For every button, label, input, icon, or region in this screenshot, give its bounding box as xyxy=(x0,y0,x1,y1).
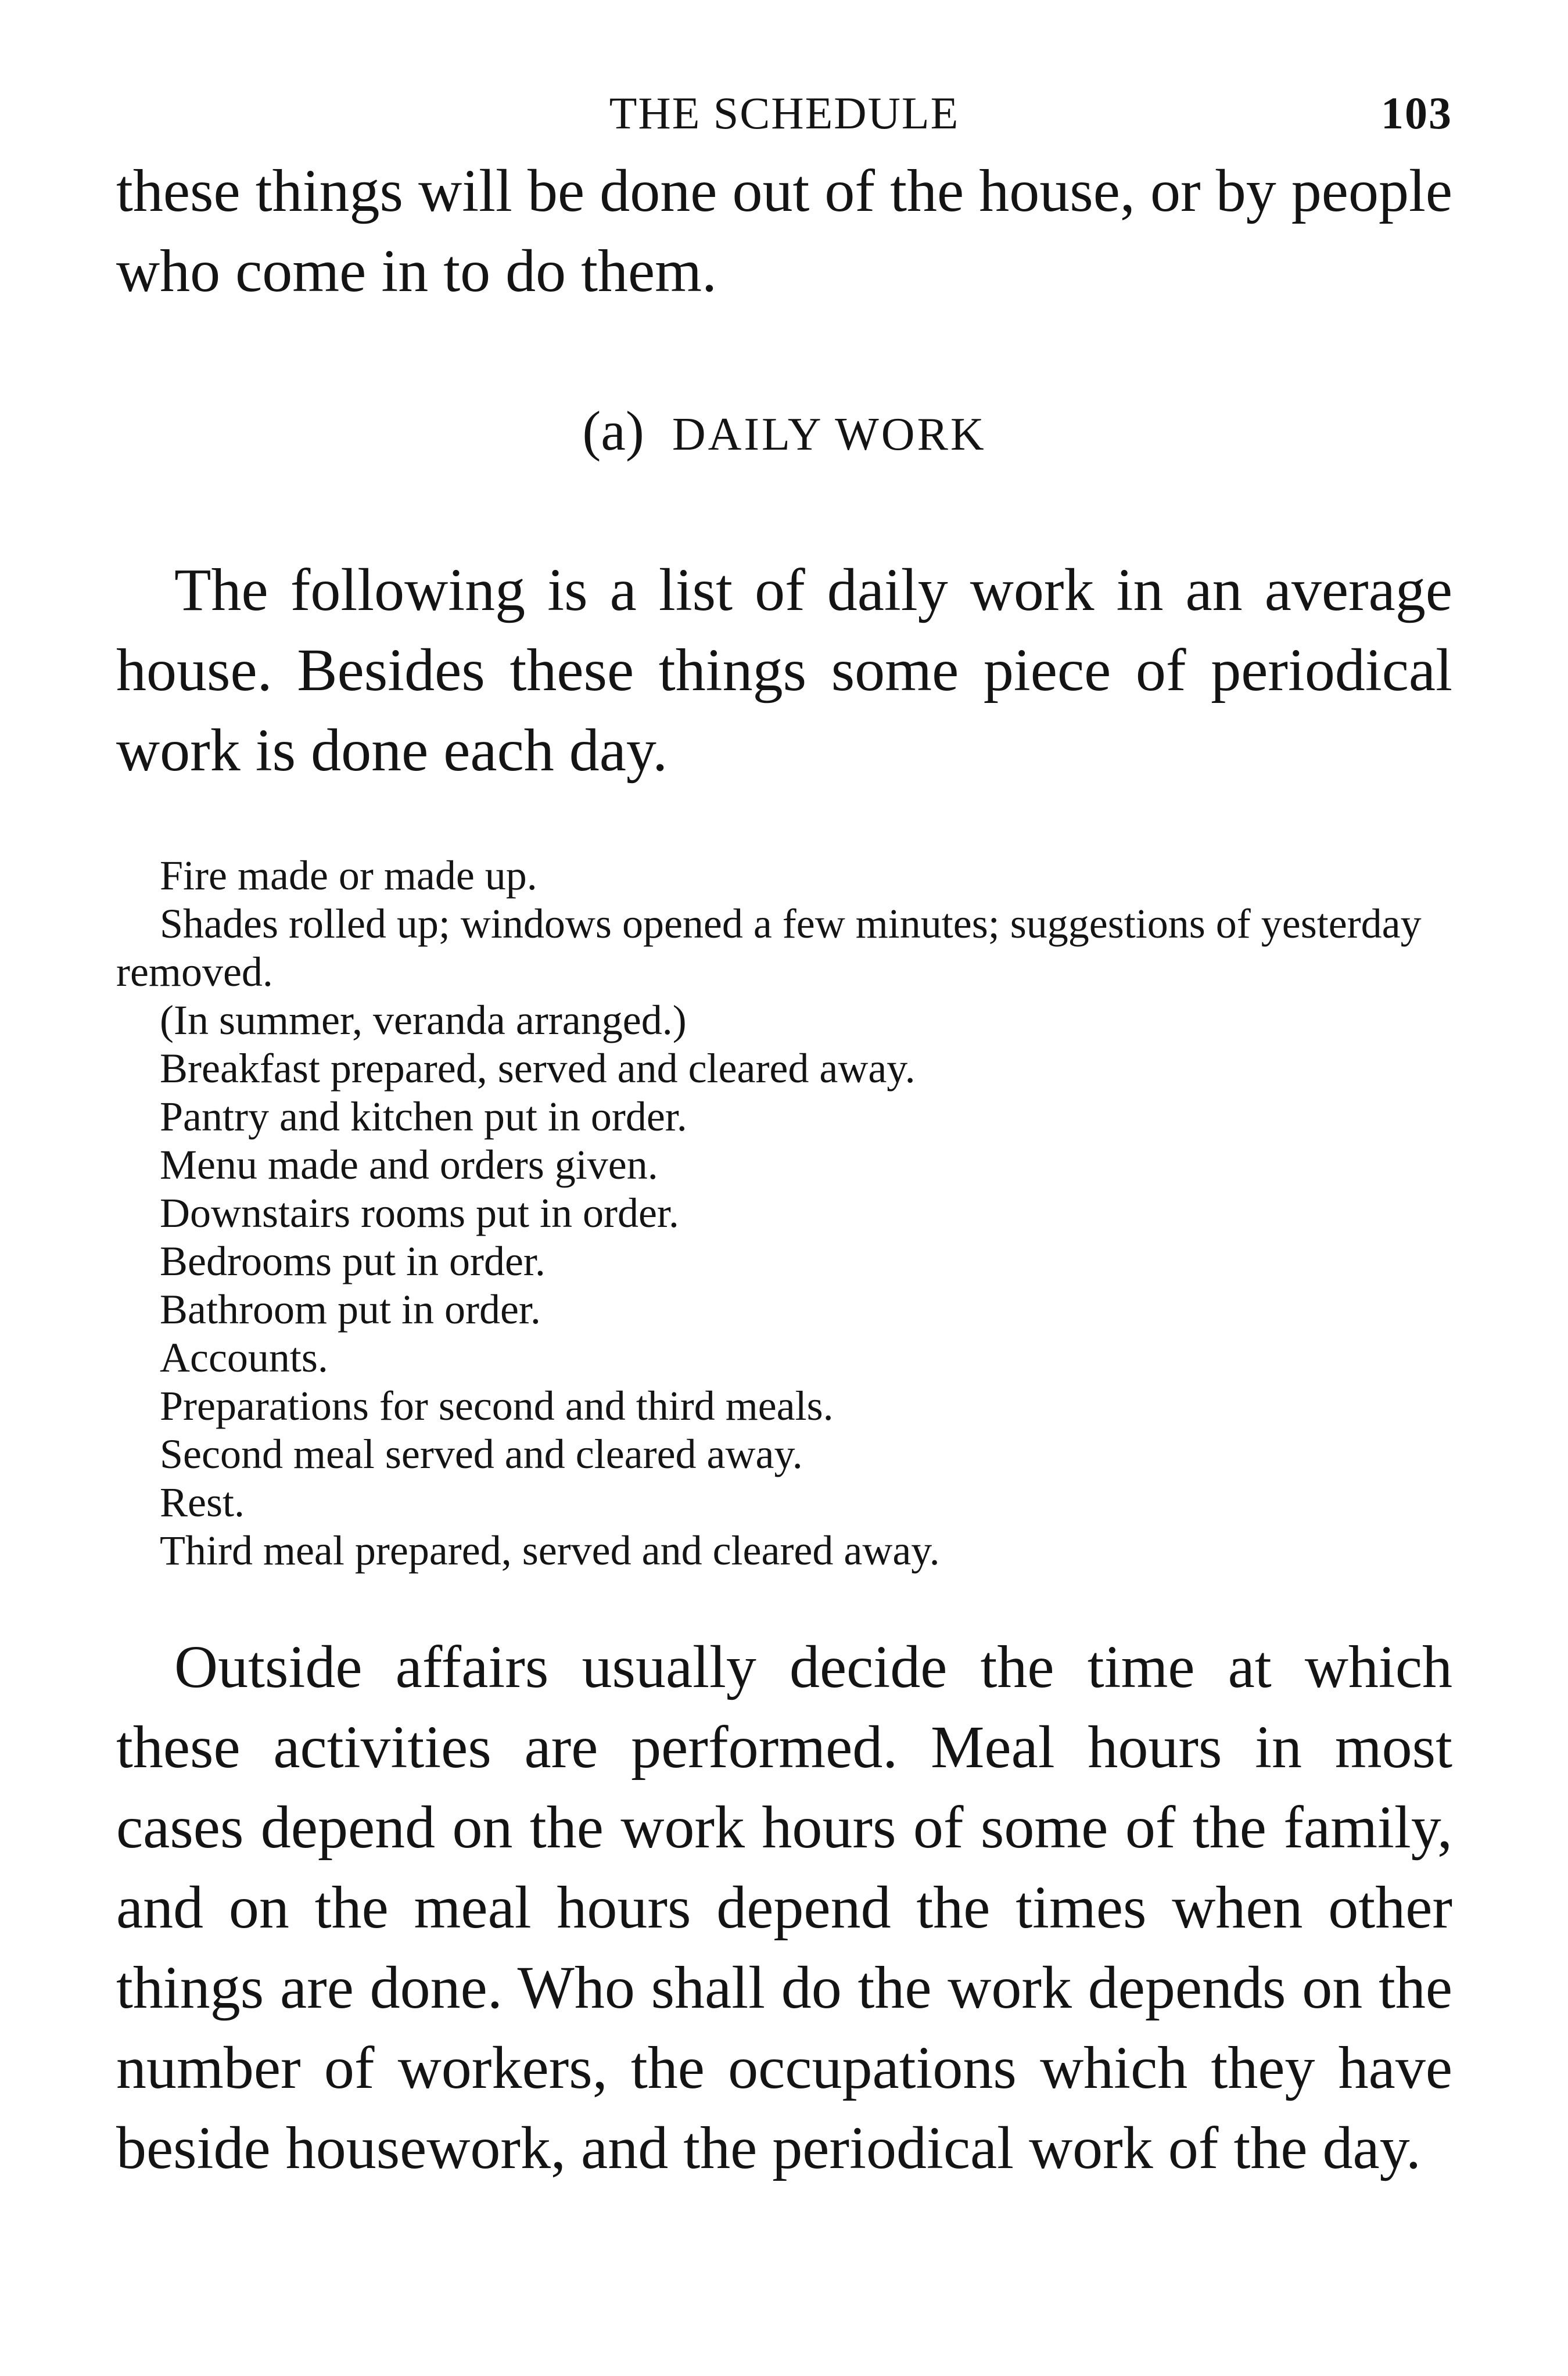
list-item: Accounts. xyxy=(160,1334,328,1381)
list-item: Second meal served and cleared away. xyxy=(160,1431,803,1477)
list-item: Preparations for second and third meals. xyxy=(160,1383,834,1429)
intro-paragraph: The following is a list of daily work in an average house. Besides these things some piece of periodical work is done each day. xyxy=(116,557,1452,784)
daily-work-list xyxy=(116,852,1452,1575)
list-item: Bedrooms put in order. xyxy=(160,1238,546,1284)
closing-paragraph: Outside affairs usually decide the time at which these activities are performed. Meal hours in most cases depend on the work hours of some of the family, and on the meal hours depend the times when other things are done. Who shall do the work depends on the number of workers, the occupations which they have beside housework, and the periodical work of the day. xyxy=(116,1634,1452,2181)
list-item: Pantry and kitchen put in order. xyxy=(160,1093,687,1140)
list-item: Rest. xyxy=(160,1479,245,1526)
list-item: Menu made and orders given. xyxy=(160,1142,658,1188)
list-item: Bathroom put in order. xyxy=(160,1286,541,1333)
book-page xyxy=(116,87,1452,2188)
running-head-title: THE SCHEDULE xyxy=(609,88,960,138)
list-item: Shades rolled up; windows opened a few minutes; suggestions of yesterday removed. xyxy=(116,900,1422,995)
section-title: DAILY WORK xyxy=(672,409,986,460)
list-item: Fire made or made up. xyxy=(160,852,537,899)
running-head xyxy=(116,87,1452,151)
list-item: Third meal prepared, served and cleared away. xyxy=(160,1527,940,1574)
page-number: 103 xyxy=(1381,88,1452,138)
section-heading xyxy=(116,399,1452,463)
list-item: Downstairs rooms put in order. xyxy=(160,1190,679,1236)
list-item: (In summer, veranda arranged.) xyxy=(160,997,687,1043)
continuation-paragraph: these things will be done out of the house, or by people who come in to do them. xyxy=(116,157,1452,304)
list-item: Breakfast prepared, served and cleared away. xyxy=(160,1045,916,1092)
section-label: (a) xyxy=(582,400,644,462)
